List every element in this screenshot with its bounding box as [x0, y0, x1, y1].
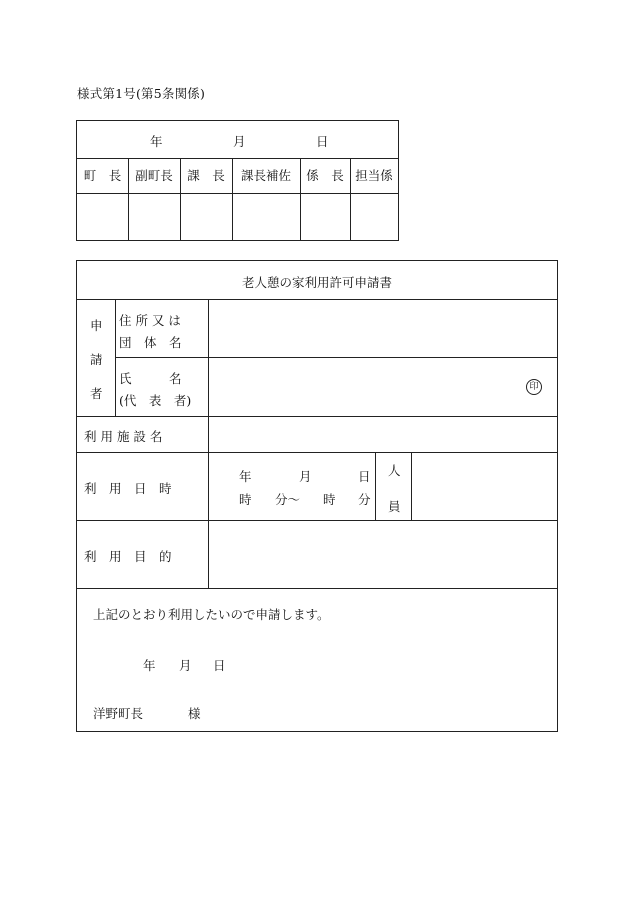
- header-staff: 担当係: [355, 168, 393, 183]
- date-month-unit: 月: [299, 469, 312, 484]
- col-divider: [115, 299, 116, 416]
- time-hour-unit: 時: [239, 492, 252, 507]
- approval-day: 日: [316, 134, 329, 149]
- form-title: 老人憩の家利用許可申請書: [241, 275, 392, 290]
- applicant-label-char: 者: [90, 386, 103, 401]
- addressee: 洋野町長: [93, 706, 144, 721]
- col-divider: [208, 299, 209, 588]
- time-minute-from: 分〜: [275, 492, 301, 507]
- address-label: 住 所 又 は: [119, 313, 181, 328]
- seal-mark-icon: 印: [526, 379, 542, 395]
- header-mayor: 町 長: [83, 168, 122, 183]
- time-hour-unit-2: 時: [323, 492, 336, 507]
- people-label-char: 人: [388, 463, 401, 478]
- application-form: [76, 260, 558, 732]
- header-assistant-chief: 課長補佐: [240, 168, 291, 183]
- applicant-label-char: 請: [90, 352, 103, 367]
- approval-divider: [128, 158, 129, 240]
- apply-month-unit: 月: [179, 658, 192, 673]
- honorific: 様: [188, 706, 201, 721]
- time-minute-to: 分: [358, 492, 371, 507]
- form-number: 様式第1号(第5条関係): [77, 86, 206, 101]
- apply-day-unit: 日: [213, 658, 226, 673]
- header-section-chief: 課 長: [187, 168, 225, 183]
- row-divider: [77, 452, 557, 453]
- row-divider: [77, 588, 557, 589]
- apply-year-unit: 年: [143, 658, 156, 673]
- name-label: 氏 名: [119, 371, 182, 386]
- purpose-label: 利 用 目 的: [84, 549, 172, 564]
- approval-divider: [232, 158, 233, 240]
- facility-label: 利 用 施 設 名: [84, 429, 163, 444]
- approval-month: 月: [233, 134, 246, 149]
- approval-year: 年: [150, 134, 163, 149]
- row-divider: [115, 357, 557, 358]
- row-divider: [77, 520, 557, 521]
- row-divider: [77, 416, 557, 417]
- row-divider: [77, 299, 557, 300]
- datetime-label: 利 用 日 時: [84, 481, 172, 496]
- date-year-unit: 年: [239, 469, 252, 484]
- col-divider: [375, 452, 376, 520]
- header-subsection-chief: 係 長: [306, 168, 344, 183]
- people-label-char: 員: [388, 499, 401, 514]
- approval-date-row: [77, 121, 398, 159]
- approval-table: [76, 120, 399, 241]
- group-name-label: 団 体 名: [119, 335, 182, 350]
- approval-divider: [180, 158, 181, 240]
- date-day-unit: 日: [358, 469, 371, 484]
- approval-divider: [300, 158, 301, 240]
- statement-text: 上記のとおり利用したいので申請します。: [93, 607, 330, 622]
- applicant-label-char: 申: [90, 318, 103, 333]
- header-deputy-mayor: 副町長: [135, 168, 173, 183]
- representative-label: (代 表 者): [119, 393, 192, 408]
- col-divider: [411, 452, 412, 520]
- approval-divider: [350, 158, 351, 240]
